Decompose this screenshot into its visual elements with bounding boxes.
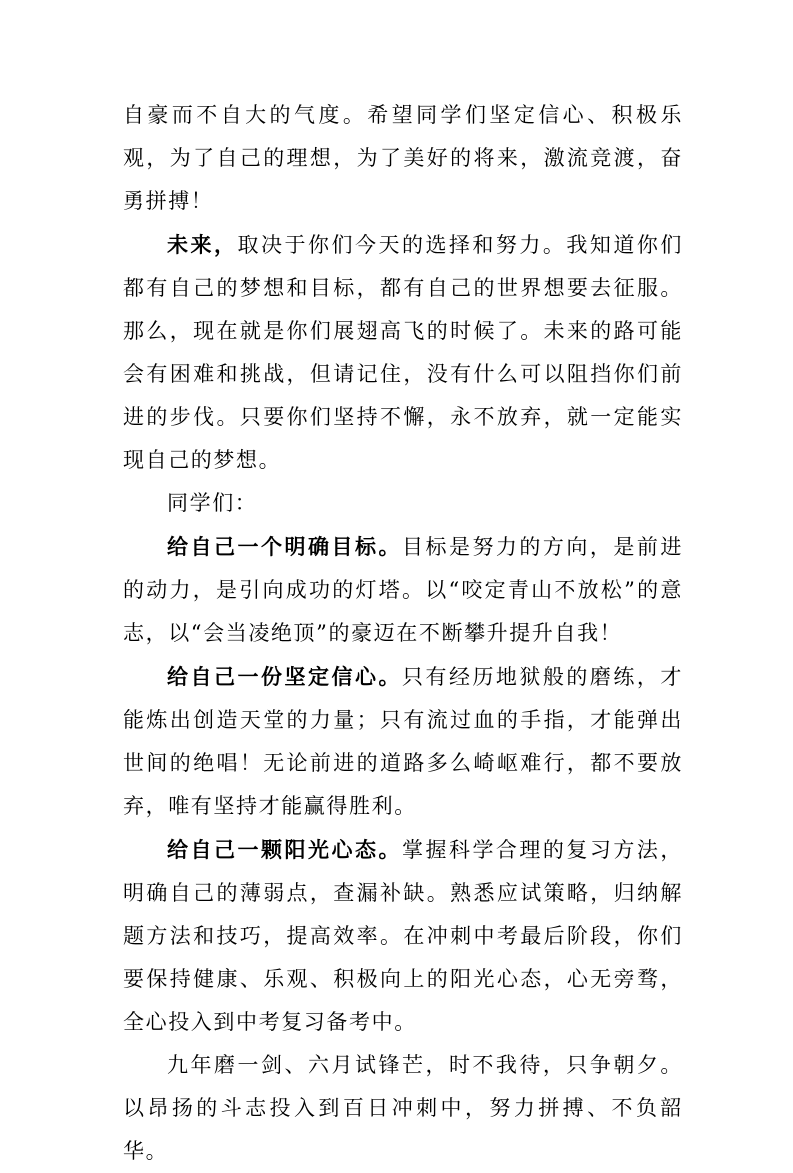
paragraph-text: 掌握科学合理的复习方法，明确自己的薄弱点，查漏补缺。熟悉应试策略，归纳解题方法和技巧，提高效率。在冲刺中考最后阶段，你们要保持健康、乐观、积极向上的阳光心态，心无旁骛，全心投入到中考复习备考中。 xyxy=(123,838,683,1034)
paragraph-text: 自豪而不自大的气度。希望同学们坚定信心、积极乐观，为了自己的理想，为了美好的将来，激流竞渡，奋勇拼搏！ xyxy=(123,103,683,213)
document-body xyxy=(123,94,683,1173)
paragraph-confidence xyxy=(123,655,683,828)
paragraph-closing xyxy=(123,1044,683,1173)
paragraph-text: 目标是努力的方向，是前进的动力，是引向成功的灯塔。以“咬定青山不放松”的意志，以“会当凌绝顶”的豪迈在不断攀升提升自我！ xyxy=(123,535,683,645)
paragraph-future xyxy=(123,223,683,482)
paragraph-lead: 未来， xyxy=(167,232,238,257)
paragraph-lead: 给自己一颗阳光心态。 xyxy=(167,837,402,862)
paragraph-text: 同学们： xyxy=(167,491,258,515)
paragraph-salutation xyxy=(123,482,683,525)
paragraph-text: 九年磨一剑、六月试锋芒，时不我待，只争朝夕。以昂扬的斗志投入到百日冲刺中，努力拼搏、不负韶华。 xyxy=(123,1053,683,1163)
paragraph-goal xyxy=(123,525,683,655)
paragraph-text: 只有经历地狱般的磨练，才能炼出创造天堂的力量；只有流过血的手指，才能弹出世间的绝唱！无论前进的道路多么崎岖难行，都不要放弃，唯有坚持才能赢得胜利。 xyxy=(123,665,683,818)
paragraph-text: 取决于你们今天的选择和努力。我知道你们都有自己的梦想和目标，都有自己的世界想要去征服。那么，现在就是你们展翅高飞的时候了。未来的路可能会有困难和挑战，但请记住，没有什么可以阻挡你们前进的步伐。只要你们坚持不懈，永不放弃，就一定能实现自己的梦想。 xyxy=(123,233,683,472)
paragraph-lead: 给自己一个明确目标。 xyxy=(167,534,402,559)
paragraph-lead: 给自己一份坚定信心。 xyxy=(167,664,402,689)
paragraph-continuation xyxy=(123,94,683,223)
paragraph-attitude xyxy=(123,828,683,1044)
